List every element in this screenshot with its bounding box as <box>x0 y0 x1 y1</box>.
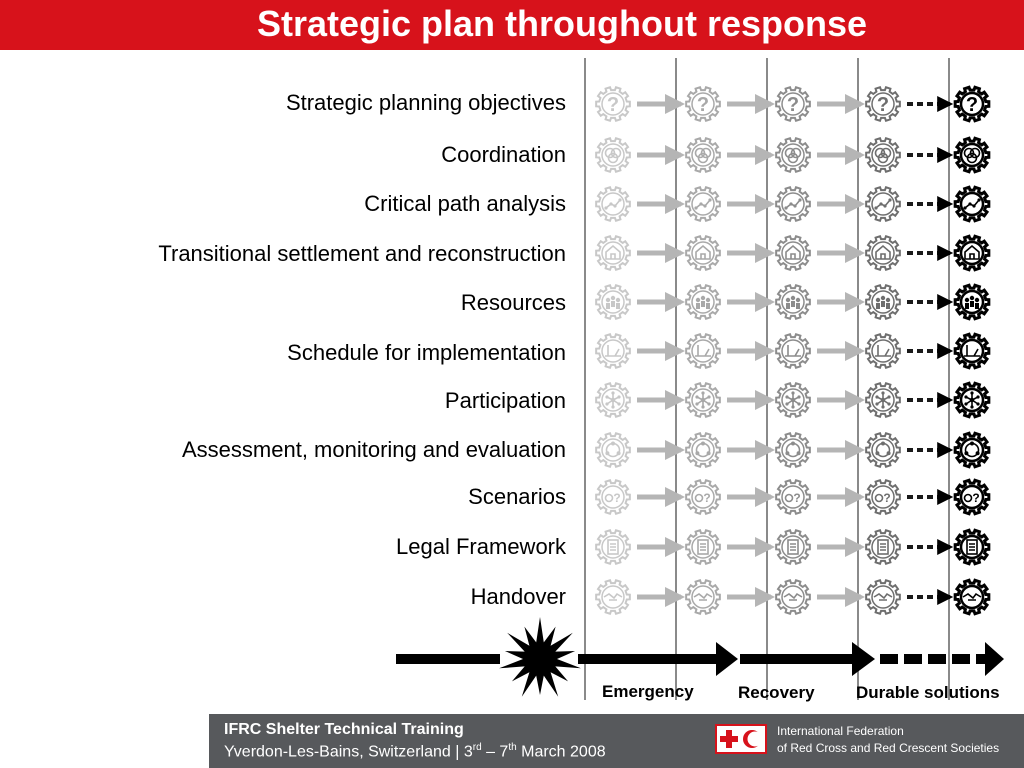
handshake-icon <box>776 580 810 613</box>
document-icon <box>686 530 720 563</box>
question-mark-icon <box>776 87 810 120</box>
disaster-burst-icon <box>499 617 581 697</box>
svg-text:?: ? <box>972 491 980 505</box>
cycle-icon <box>866 433 900 466</box>
footer-dash: – 7 <box>481 743 509 761</box>
handshake-icon <box>955 580 989 613</box>
stage-row <box>596 580 989 613</box>
stage-row <box>596 530 989 563</box>
stage-row <box>596 187 989 220</box>
footer-sup-th: th <box>508 742 517 753</box>
emergency-arrow-head <box>716 642 738 676</box>
row-label-coordination: Coordination <box>441 142 566 167</box>
footer-bar <box>209 714 1024 768</box>
cycle-icon <box>596 433 630 466</box>
phase-label-emergency: Emergency <box>602 682 694 701</box>
document-icon <box>596 530 630 563</box>
venn-circles-icon <box>866 138 900 171</box>
recovery-arrow-head <box>852 642 875 676</box>
timeline-lead-bar <box>396 654 500 664</box>
svg-text:?: ? <box>876 94 890 116</box>
durable-dashed-bar <box>880 654 986 664</box>
cycle-icon <box>955 433 989 466</box>
svg-text:?: ? <box>696 94 710 116</box>
footer-location: Yverdon-Les-Bains, Switzerland | 3 <box>224 743 473 761</box>
handshake-icon <box>866 580 900 613</box>
path-dots-icon <box>776 187 810 220</box>
footer-month: March 2008 <box>516 743 606 761</box>
question-mark-icon <box>686 87 720 120</box>
row-label-assessment: Assessment, monitoring and evaluation <box>182 437 566 462</box>
network-icon <box>776 383 810 416</box>
footer-location-date <box>224 742 606 761</box>
ifrc-logo <box>715 724 767 754</box>
people-group-icon <box>596 285 630 318</box>
durable-arrow-head <box>985 642 1004 676</box>
svg-text:?: ? <box>613 491 621 505</box>
handshake-icon <box>596 580 630 613</box>
stage-icon-rows <box>596 87 989 613</box>
stage-row <box>596 433 989 466</box>
org-name-line2: of Red Cross and Red Crescent Societies <box>777 741 1000 755</box>
phase-label-recovery: Recovery <box>738 683 815 702</box>
scenario-question-icon <box>866 480 900 513</box>
page-title: Strategic plan throughout response <box>256 3 868 44</box>
svg-text:?: ? <box>703 491 711 505</box>
row-label-handover: Handover <box>470 584 566 609</box>
stage-row <box>596 138 989 171</box>
emergency-arrow-bar <box>578 654 718 664</box>
network-icon <box>955 383 989 416</box>
timeline-icon <box>596 334 630 367</box>
handshake-icon <box>686 580 720 613</box>
network-icon <box>596 383 630 416</box>
footer-course-title: IFRC Shelter Technical Training <box>224 721 464 738</box>
document-icon <box>866 530 900 563</box>
network-icon <box>686 383 720 416</box>
phase-label-durable: Durable solutions <box>856 683 1000 702</box>
scenario-question-icon <box>955 480 989 513</box>
row-label-critical-path: Critical path analysis <box>364 191 566 216</box>
row-label-participation: Participation <box>444 388 566 413</box>
venn-circles-icon <box>686 138 720 171</box>
row-label-legal-framework: Legal Framework <box>396 534 566 559</box>
svg-text:?: ? <box>883 491 891 505</box>
cycle-icon <box>776 433 810 466</box>
row-label-resources: Resources <box>460 290 566 315</box>
cycle-icon <box>686 433 720 466</box>
document-icon <box>776 530 810 563</box>
question-mark-icon <box>596 87 630 120</box>
stage-row <box>596 480 989 513</box>
house-icon <box>866 236 900 269</box>
footer-sup-rd: rd <box>472 742 482 753</box>
venn-circles-icon <box>776 138 810 171</box>
people-group-icon <box>866 285 900 318</box>
scenario-question-icon <box>776 480 810 513</box>
red-cross-crescent-icon <box>715 724 767 754</box>
path-dots-icon <box>686 187 720 220</box>
people-group-icon <box>955 285 989 318</box>
recovery-arrow-bar <box>740 654 855 664</box>
house-icon <box>596 236 630 269</box>
house-icon <box>955 236 989 269</box>
timeline-icon <box>955 334 989 367</box>
stage-row <box>596 87 989 120</box>
row-label-scenarios: Scenarios <box>468 484 566 509</box>
stage-row <box>596 285 989 318</box>
svg-text:?: ? <box>793 491 801 505</box>
house-icon <box>776 236 810 269</box>
org-name-line1: International Federation <box>777 724 904 738</box>
house-icon <box>686 236 720 269</box>
people-group-icon <box>776 285 810 318</box>
question-mark-icon <box>866 87 900 120</box>
people-group-icon <box>686 285 720 318</box>
path-dots-icon <box>866 187 900 220</box>
stage-row <box>596 334 989 367</box>
stage-row <box>596 236 989 269</box>
timeline-icon <box>776 334 810 367</box>
venn-circles-icon <box>955 138 989 171</box>
timeline-icon <box>686 334 720 367</box>
question-mark-icon <box>955 87 989 120</box>
stage-row <box>596 383 989 416</box>
document-icon <box>955 530 989 563</box>
venn-circles-icon <box>596 138 630 171</box>
svg-text:?: ? <box>606 94 620 116</box>
scenario-question-icon <box>686 480 720 513</box>
svg-text:?: ? <box>965 94 979 116</box>
scenario-question-icon <box>596 480 630 513</box>
svg-text:?: ? <box>786 94 800 116</box>
row-label-strategic-objectives: Strategic planning objectives <box>285 90 566 115</box>
network-icon <box>866 383 900 416</box>
row-label-transitional-settlement: Transitional settlement and reconstruction <box>158 241 566 266</box>
timeline-icon <box>866 334 900 367</box>
row-label-schedule: Schedule for implementation <box>287 340 566 365</box>
path-dots-icon <box>596 187 630 220</box>
path-dots-icon <box>955 187 989 220</box>
